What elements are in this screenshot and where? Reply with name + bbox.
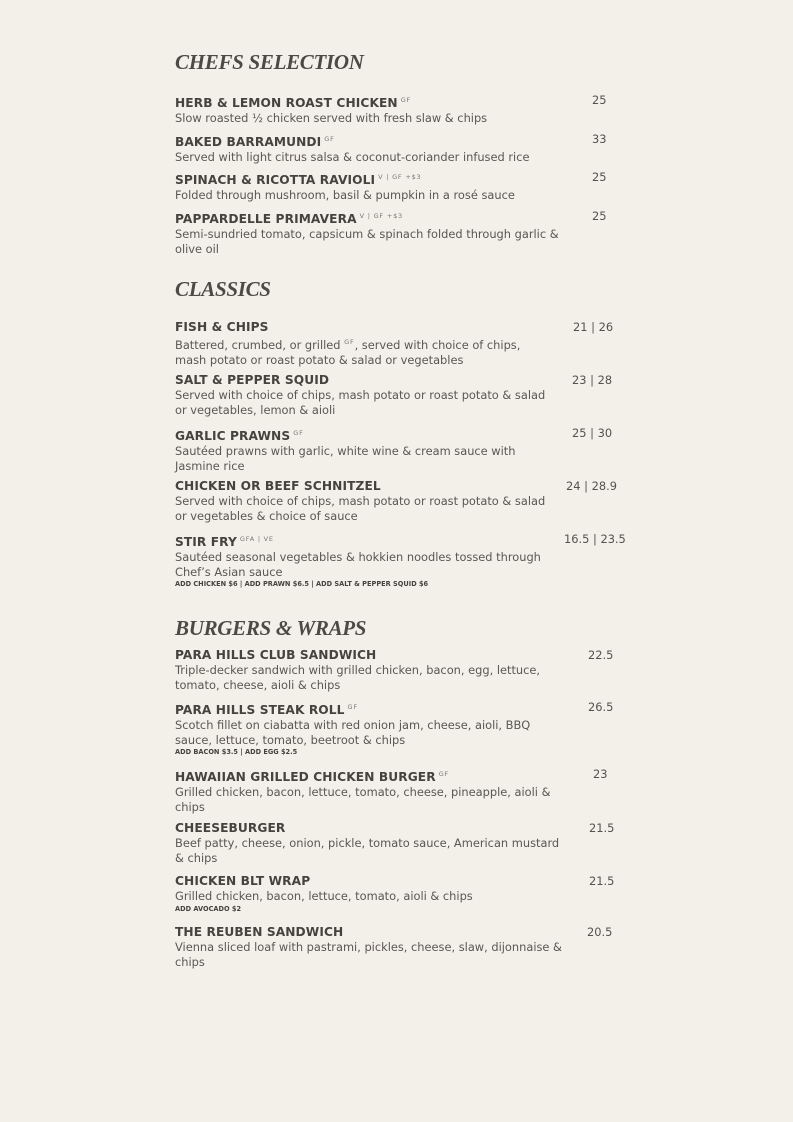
menu-item-salt-pepper-squid [175,373,645,417]
item-description-line-2: tomato, cheese, aioli & chips [175,677,341,692]
item-name: CHICKEN OR BEEF SCHNITZEL [175,479,381,493]
item-description-line-1: Served with choice of chips, mash potato or roast potato & salad [175,388,546,402]
item-price: 25 [592,209,607,223]
dietary-tag: GF [347,703,358,711]
menu-item-herb-lemon-roast-chicken [175,93,645,126]
item-description-line-2: chips [175,954,205,969]
item-description: Grilled chicken, bacon, lettuce, tomato, aioli & chips [175,889,473,903]
item-price: 25 | 30 [572,426,613,440]
menu-item-garlic-prawns [175,426,645,473]
item-description-line-2: Jasmine rice [175,458,245,473]
dietary-tag: V | GF +$3 [359,212,403,220]
item-name: CHEESEBURGER [175,821,286,835]
menu-item-hawaiian-grilled-chicken-burger [175,767,645,814]
item-description-line-2: olive oil [175,241,219,256]
item-description-line-1: Beef patty, cheese, onion, pickle, tomato sauce, American mustard [175,836,560,850]
dietary-tag: V | GF +$3 [378,173,422,181]
menu-item-para-hills-steak-roll [175,700,645,757]
item-description: Folded through mushroom, basil & pumpkin in a rosé sauce [175,188,515,202]
item-name: CHICKEN BLT WRAP [175,874,311,888]
item-price: 21.5 [589,874,615,888]
item-name: SALT & PEPPER SQUID [175,373,330,387]
item-price: 22.5 [588,648,614,662]
menu-item-pappardelle-primavera [175,209,645,256]
item-name: STIR FRY [175,535,237,549]
item-description-line-2: & chips [175,850,218,865]
item-description-line-1: Sautéed prawns with garlic, white wine & cream sauce with [175,444,516,458]
section-title-burgers-wraps: BURGERS & WRAPS [175,616,367,640]
menu-item-chicken-blt-wrap [175,874,645,914]
item-name: FISH & CHIPS [175,320,269,334]
item-price: 20.5 [587,925,613,939]
menu-item-spinach-ricotta-ravioli [175,170,645,203]
item-description-line-2: mash potato or roast potato & salad or vegetables [175,352,464,367]
item-description-line-2: or vegetables, lemon & aioli [175,402,336,417]
item-description-line-2: sauce, lettuce, tomato, beetroot & chips [175,732,406,747]
item-name: THE REUBEN SANDWICH [175,925,344,939]
dietary-tag: GF [324,135,335,143]
dietary-tag: GF [400,96,412,104]
item-description-line-1: Triple-decker sandwich with grilled chicken, bacon, egg, lettuce, [175,663,541,677]
item-description-line-2: or vegetables & choice of sauce [175,508,358,523]
item-name: PAPPARDELLE PRIMAVERA [175,212,357,226]
menu-item-para-hills-club-sandwich [175,648,645,692]
item-description-line-1: Semi-sundried tomato, capsicum & spinach folded through garlic & [175,227,559,241]
item-description-line-1: Battered, crumbed, or grilled $^{GF}$, served with choice of chips, [175,338,521,352]
item-price: 33 [592,132,607,146]
section-title-chefs-selection: CHEFS SELECTION [175,50,364,74]
item-description-line-1: Scotch fillet on ciabatta with red onion jam, cheese, aioli, BBQ [175,718,531,732]
item-description: Slow roasted ½ chicken served with fresh slaw & chips [175,111,488,125]
item-description-line-1: Sautéed seasonal vegetables & hokkien noodles tossed through [175,550,541,564]
section-title-classics: CLASSICS [175,277,271,301]
item-description-line-1: Vienna sliced loaf with pastrami, pickles, cheese, slaw, dijonnaise & [175,940,562,954]
menu-item-stir-fry [175,532,645,589]
dietary-tag: GF [344,338,355,346]
item-description-line-1: Grilled chicken, bacon, lettuce, tomato, cheese, pineapple, aioli & [175,785,551,799]
item-description: Served with light citrus salsa & coconut-coriander infused rice [175,150,530,164]
item-name: SPINACH & RICOTTA RAVIOLI [175,173,376,187]
item-name: BAKED BARRAMUNDI [175,135,322,149]
dietary-tag: GF [293,429,304,437]
item-price: 16.5 | 23.5 [564,532,626,546]
item-price: 24 | 28.9 [566,479,617,493]
menu-item-fish-chips [175,320,645,367]
item-price: 21.5 [589,821,615,835]
item-addons: ADD CHICKEN $6 | ADD PRAWN $6.5 | ADD SALT & PEPPER SQUID $6 [175,580,429,589]
menu-item-chicken-or-beef-schnitzel [175,479,645,523]
menu-item-the-reuben-sandwich [175,925,645,969]
item-price: 21 | 26 [573,320,614,334]
item-price: 23 | 28 [572,373,613,387]
dietary-tag: GFA | VE [239,535,274,543]
item-price: 25 [592,170,607,184]
menu-item-baked-barramundi [175,132,645,165]
item-price: 23 [593,767,608,781]
item-name: PARA HILLS STEAK ROLL [175,703,345,717]
item-description-line-1: Served with choice of chips, mash potato or roast potato & salad [175,494,546,508]
menu-item-cheeseburger [175,821,645,865]
item-description-line-2: Chef’s Asian sauce [175,564,283,579]
item-description-line-2: chips [175,799,205,814]
item-addons: ADD BACON $3.5 | ADD EGG $2.5 [175,748,298,757]
item-name: HERB & LEMON ROAST CHICKEN [175,96,398,110]
dietary-tag: GF [438,770,450,778]
item-name: PARA HILLS CLUB SANDWICH [175,648,377,662]
item-name: HAWAIIAN GRILLED CHICKEN BURGER [175,770,436,784]
item-name: GARLIC PRAWNS [175,429,291,443]
item-price: 25 [592,93,607,107]
item-addons: ADD AVOCADO $2 [175,904,242,913]
item-price: 26.5 [588,700,614,714]
